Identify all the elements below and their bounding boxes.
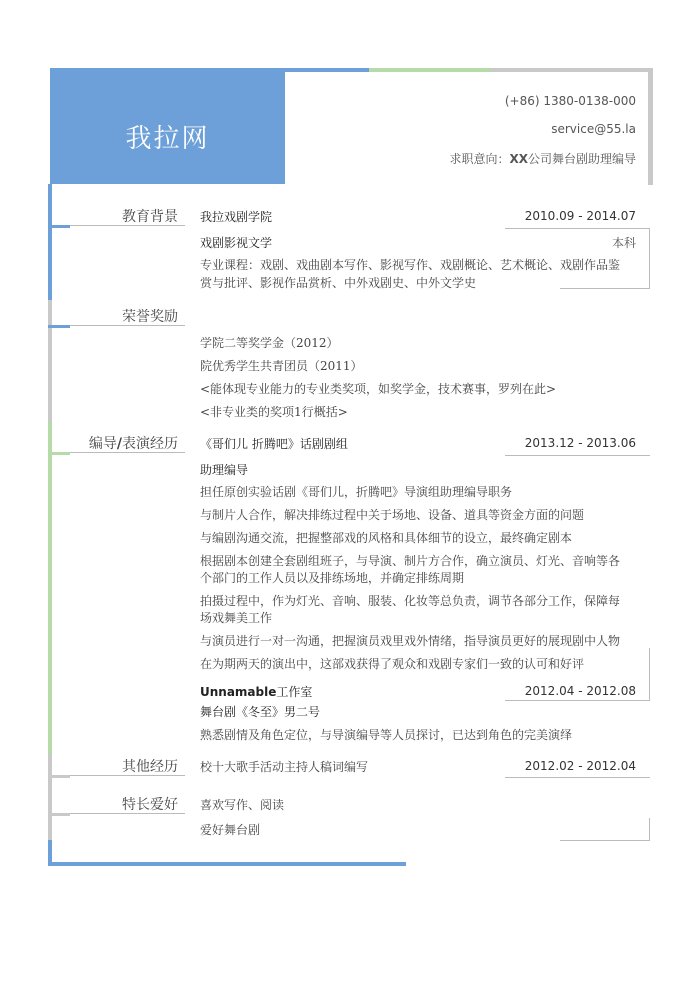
other-date-rule — [505, 777, 650, 778]
section-underline-experience — [50, 452, 185, 453]
top-line-gray — [491, 68, 653, 72]
top-line-blue — [285, 68, 369, 72]
other-experience-text: 校十大歌手活动主持人稿词编写 — [200, 760, 369, 774]
top-line-green — [369, 68, 491, 72]
hobby-item: 喜欢写作、阅读 — [200, 798, 285, 812]
section-underline-hobbies — [50, 813, 185, 814]
job1-line: 拍摄过程中，作为灯光、音响、服装、化妆等总负责，调节各部分工作，保障每 — [200, 594, 621, 608]
job2-date: 2012.04 - 2012.08 — [524, 684, 636, 698]
header-name-block — [50, 68, 285, 184]
job1-line: 个部门的工作人员以及排练场地，并确定排练周期 — [200, 571, 465, 585]
section-underline-honors — [50, 325, 185, 326]
courses-line-1: 专业课程：戏剧、戏曲剧本写作、影视写作、戏剧概论、艺术概论、戏剧作品鉴 — [200, 258, 621, 272]
job1-line: 在为期两天的演出中，这部戏获得了观众和戏剧专家们一致的认可和好评 — [200, 657, 585, 671]
school-name: 我拉戏剧学院 — [200, 210, 273, 224]
phone-number: (+86) 1380-0138-000 — [504, 94, 636, 108]
job1-line: 与演员进行一对一沟通，把握演员戏里戏外情绪，指导演员更好的展现剧中人物 — [200, 634, 621, 648]
education-date-rule — [505, 228, 650, 229]
section-tick-other — [48, 775, 70, 778]
job1-line: 担任原创实验话剧《哥们儿，折腾吧》导演组助理编导职务 — [200, 485, 513, 499]
job2-organization — [200, 683, 312, 700]
section-tick-honors — [48, 325, 70, 328]
hobbies-bracket-bottom — [560, 840, 650, 841]
objective-position: 公司舞台剧助理编导 — [527, 152, 636, 166]
job2-date-rule — [505, 700, 650, 701]
education-bracket-bottom — [560, 288, 650, 289]
left-bar-blue-top — [48, 184, 52, 300]
section-title-hobbies: 特长爱好 — [122, 797, 178, 813]
objective-prefix: 求职意向： — [449, 152, 510, 166]
education-date: 2010.09 - 2014.07 — [524, 209, 636, 223]
email-address: service@55.la — [551, 122, 636, 136]
job1-line: 场戏舞美工作 — [200, 611, 273, 625]
hobby-item: 爱好舞台剧 — [200, 823, 261, 837]
section-title-other: 其他经历 — [122, 759, 178, 775]
candidate-name: 我拉网 — [125, 124, 210, 154]
job1-date-rule — [505, 455, 650, 456]
section-title-education: 教育背景 — [122, 209, 178, 225]
job-objective — [449, 150, 636, 167]
experience-title-slash: / — [116, 436, 122, 452]
job1-bracket — [649, 648, 650, 700]
job1-organization: 《哥们儿 折腾吧》话剧剧组 — [200, 437, 348, 451]
honor-item: <非专业类的奖项1行概括> — [200, 405, 348, 419]
job2-organization-name: Unnamable — [200, 685, 277, 699]
section-tick-education — [48, 225, 70, 228]
other-date: 2012.02 - 2012.04 — [524, 759, 636, 773]
degree: 本科 — [611, 236, 636, 250]
left-bar-green — [48, 422, 52, 754]
education-bracket — [649, 228, 650, 288]
experience-title-b: 表演经历 — [122, 436, 178, 452]
job1-role: 助理编导 — [200, 463, 249, 477]
section-title-honors: 荣誉奖励 — [122, 309, 178, 325]
job1-line: 与编剧沟通交流，把握整部戏的风格和具体细节的设立，最终确定剧本 — [200, 531, 573, 545]
courses-line-2: 赏与批评、影视作品赏析、中外戏剧史、中外文学史 — [200, 276, 477, 290]
header-right-bar — [648, 68, 653, 185]
bottom-line-blue — [48, 862, 406, 866]
job1-line: 与制片人合作，解决排练过程中关于场地、设备、道具等资金方面的问题 — [200, 508, 585, 522]
job1-line: 根据剧本创建全套剧组班子，与导演、制片方合作，确立演员、灯光、音响等各 — [200, 554, 621, 568]
job2-line: 熟悉剧情及角色定位，与导演编导等人员探讨，已达到角色的完美演绎 — [200, 728, 573, 742]
objective-company: XX — [509, 152, 528, 166]
section-title-experience — [50, 433, 180, 453]
job2-organization-suffix: 工作室 — [276, 685, 313, 699]
hobbies-bracket — [649, 818, 650, 840]
honor-item: 院优秀学生共青团员（2011） — [200, 359, 363, 373]
section-tick-hobbies — [48, 813, 70, 816]
section-tick-experience — [48, 452, 70, 455]
honor-item: 学院二等奖学金（2012） — [200, 336, 339, 350]
major: 戏剧影视文学 — [200, 236, 273, 250]
section-underline-education — [50, 225, 185, 226]
experience-title-a: 编导 — [88, 436, 117, 452]
job2-role: 舞台剧《冬至》男二号 — [200, 705, 321, 719]
honor-item: <能体现专业能力的专业类奖项，如奖学金，技术赛事，罗列在此> — [200, 382, 557, 396]
job1-date: 2013.12 - 2013.06 — [524, 436, 636, 450]
section-underline-other — [50, 775, 185, 776]
